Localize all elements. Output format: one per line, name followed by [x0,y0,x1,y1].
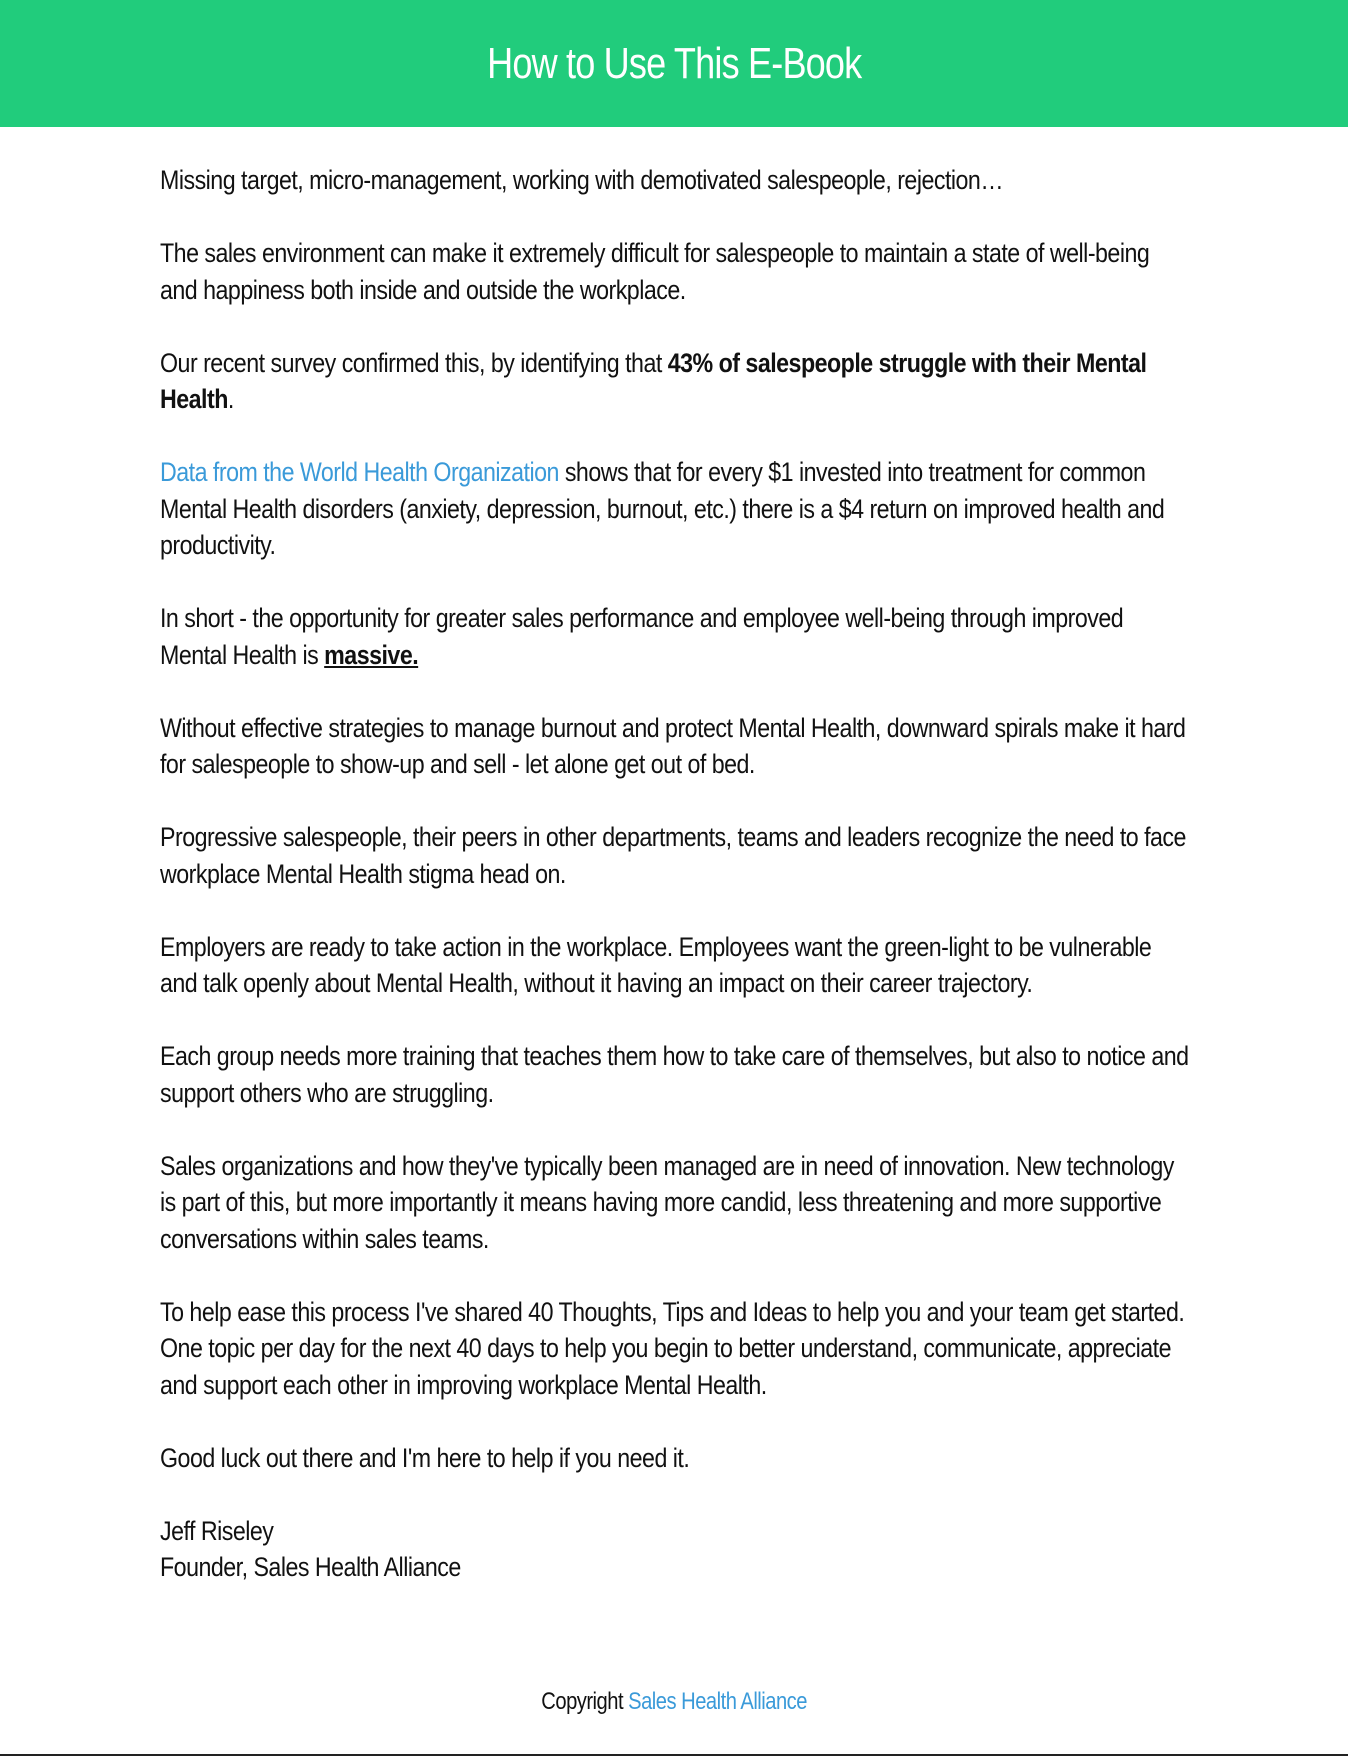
copyright-prefix: Copyright [541,1688,629,1715]
paragraph-survey [160,345,1190,418]
who-data-text: shows that for every $1 invested into treatment for common Mental Health disorders (anxiety, depression, burnout, etc.) there is a $4 return on improved health and productivity. [160,457,1165,560]
survey-end: . [227,384,234,414]
paragraph-good-luck: Good luck out there and I'm here to help if you need it. [160,1442,690,1473]
survey-text: Our recent survey confirmed this, by identifying that [160,347,668,378]
paragraph-training: Each group needs more training that teaches them how to take care of themselves, but also to notice and support others who are struggling. [160,1041,1189,1108]
who-data-link[interactable]: Data from the World Health Organization [160,457,559,487]
footer-link[interactable]: Sales Health Alliance [628,1688,807,1715]
page-header [0,0,1348,127]
paragraph-progressive: Progressive salespeople, their peers in other departments, teams and leaders recognize the need to face workplace Mental Health stigma head on. [160,822,1186,889]
paragraph-intro: Missing target, micro-management, working with demotivated salespeople, rejection… [160,165,1004,195]
paragraph-sales-environment: The sales environment can make it extremely difficult for salespeople to maintain a state of well-being and happiness both inside and outside the workplace. [160,238,1150,305]
page-title: How to Use This E-Book [486,38,862,88]
signature-name: Jeff Riseley [160,1515,274,1546]
paragraph-who-data [160,454,1190,564]
paragraph-innovation: Sales organizations and how they've typically been managed are in need of innovation. New technology is part of this, but more importantly it means having more candid, less threatening and more supportive conversations within sales teams. [160,1150,1174,1254]
paragraph-strategies: Without effective strategies to manage burnout and protect Mental Health, downward spirals make it hard for salespeople to show-up and sell - let alone get out of bed. [160,712,1186,779]
survey-stat: 43% of salespeople struggle with their Mental Health [160,347,1147,414]
paragraph-employers: Employers are ready to take action in the workplace. Employees want the green-light to be vulnerable and talk openly about Mental Health, without it having an impact on their career trajectory. [160,931,1152,998]
paragraph-40-days: To help ease this process I've shared 40 Thoughts, Tips and Ideas to help you and your team get started. One topic per day for the next 40 days to help you begin to better understand, communicate, appreciate and support each other in improving workplace Mental Health. [160,1296,1185,1400]
signature-title: Founder, Sales Health Alliance [160,1552,461,1582]
ebook-body [160,162,1190,1586]
opportunity-emphasis: massive. [324,639,419,670]
page-footer [0,1688,1348,1716]
signature [160,1513,1190,1586]
paragraph-opportunity [160,600,1190,673]
opportunity-text: In short - the opportunity for greater sales performance and employee well-being through improved Mental Health is [160,603,1124,670]
copyright-line [541,1688,807,1716]
